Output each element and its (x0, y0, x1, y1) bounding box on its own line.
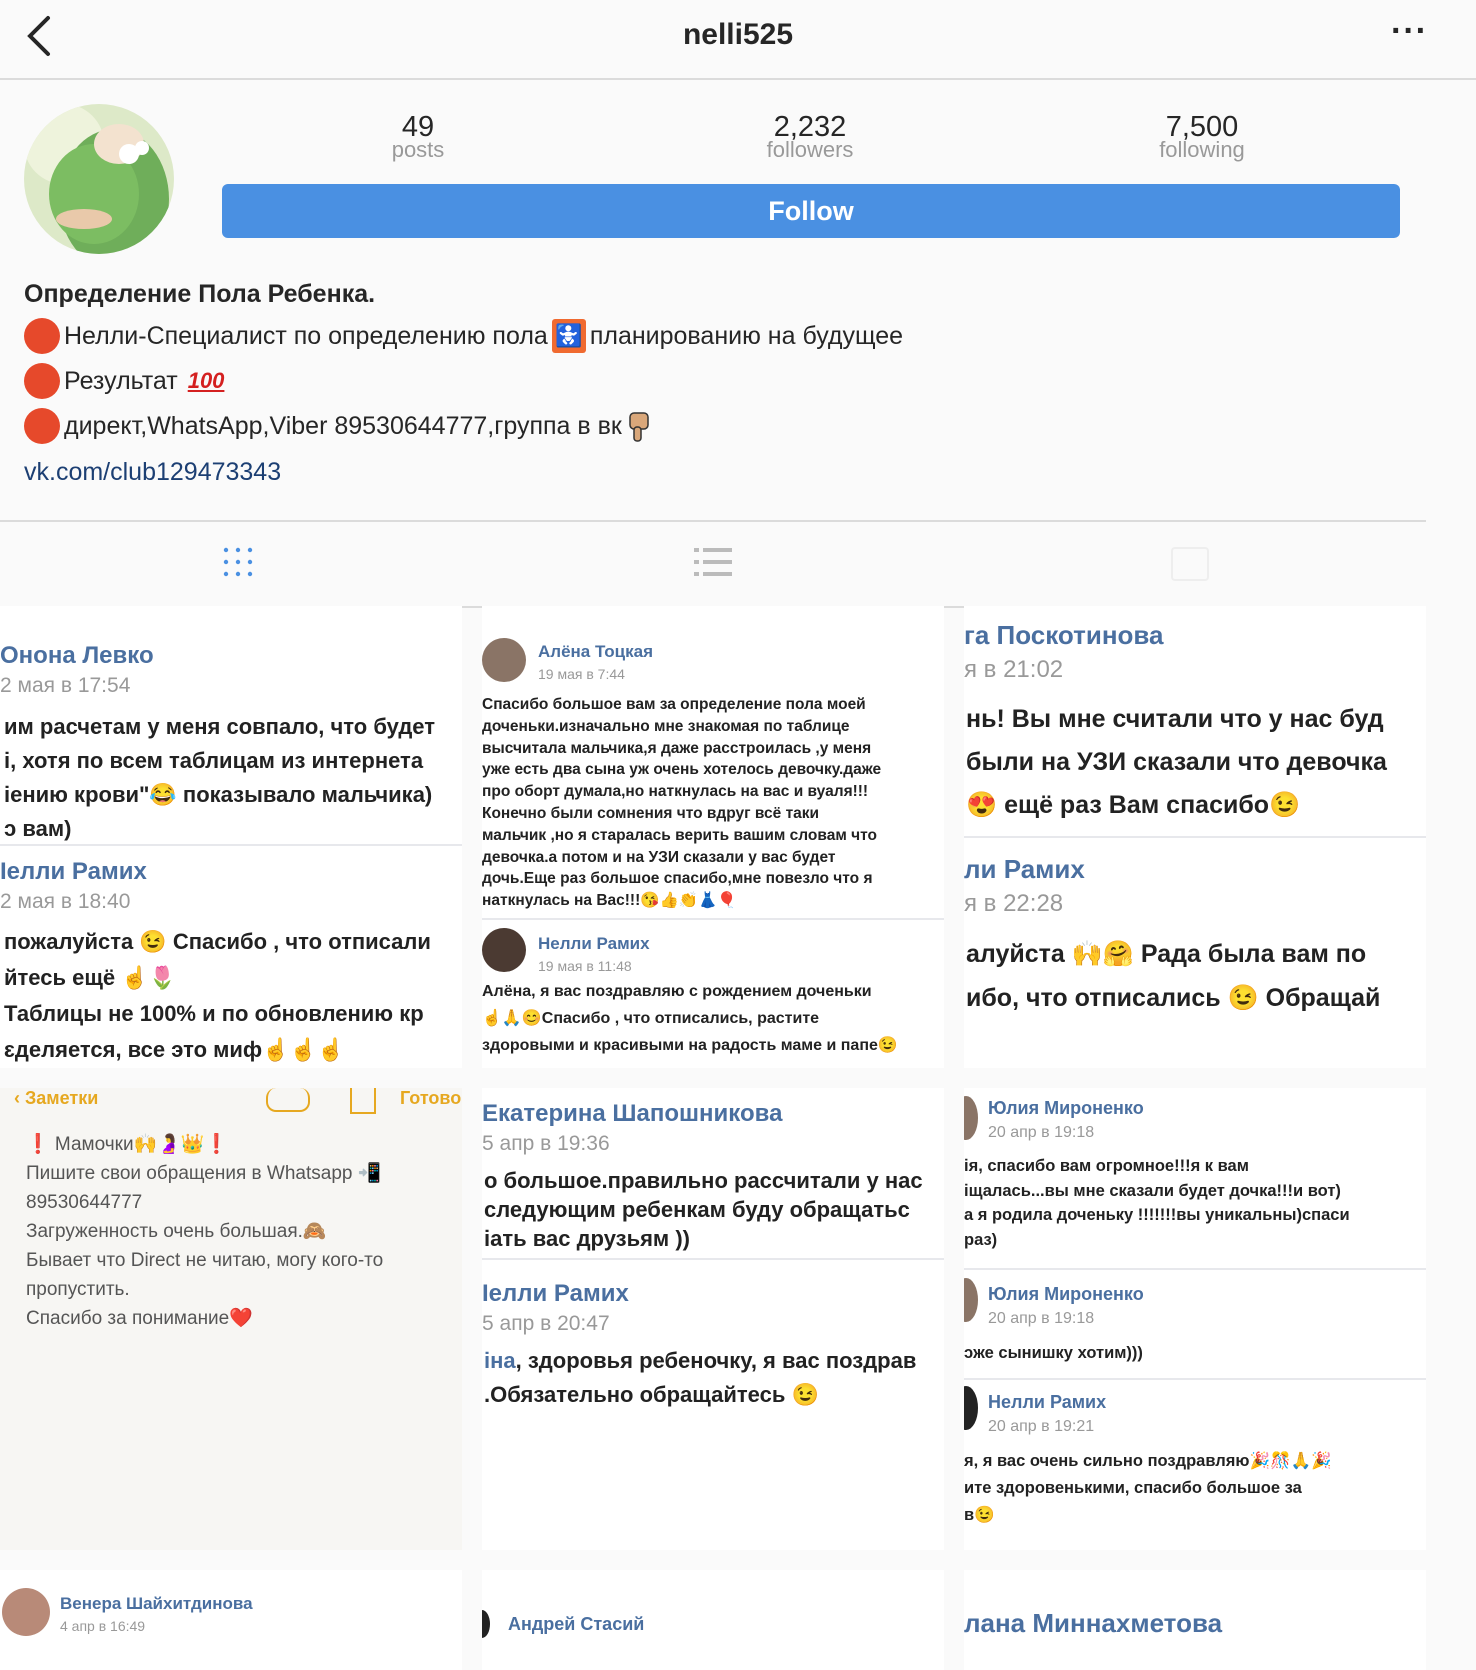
note-line: Бывает что Direct не читаю, могу кого-то (26, 1250, 384, 1271)
comment-line: ɛделяется, все это миф☝☝☝ (4, 1037, 345, 1062)
comment-author: Іелли Рамих (482, 1280, 629, 1307)
comment-line: девочка.а потом и на УЗИ сказали у вас будет (482, 848, 836, 866)
comment-line: Таблицы не 100% и по обновлению кр (4, 1001, 424, 1026)
comment-text (484, 1166, 923, 1253)
comment-line-text: , здоровья ребеночку, я вас поздрав (515, 1348, 917, 1373)
share-icon (266, 1088, 310, 1112)
comment-text (964, 1448, 1332, 1529)
following-count: 7,500 (1165, 111, 1239, 143)
comment-line: следующим ребенкам буду обращатьс (484, 1197, 910, 1222)
comment-line: Спасибо большое вам за определение пола моей (482, 696, 866, 713)
top-bar (0, 0, 1476, 80)
commenter-avatar (482, 638, 526, 682)
comment-line: я, я вас очень сильно поздравляю🎉🎊🙏🎉 (964, 1452, 1332, 1470)
comment-line: уже есть два сына уж очень хотелось девочку.даже (482, 761, 882, 779)
bio-line-2 (24, 363, 224, 399)
comment-time: 20 апр в 19:18 (988, 1310, 1095, 1327)
notes-done-label: Готово (400, 1088, 462, 1108)
post-thumbnail-3[interactable] (964, 606, 1426, 1068)
notes-back-label: Заметки (25, 1088, 99, 1108)
comment-time: 4 апр в 16:49 (60, 1618, 146, 1634)
commenter-avatar (964, 1278, 978, 1322)
note-line: Пишите свои обращения в Whatsapp 📲 (26, 1163, 382, 1184)
note-line: ❗ Мамочки🙌🤰👑❗ (26, 1134, 229, 1155)
comment-text (482, 694, 881, 912)
divider (964, 1378, 1426, 1380)
following-label: following (1159, 137, 1245, 162)
post-thumbnail-9[interactable] (964, 1570, 1426, 1670)
comment-line: йтесь ещё ☝🌷 (4, 965, 177, 990)
note-line: пропустить. (26, 1279, 130, 1300)
comment-line: .Обязательно обращайтесь 😉 (484, 1382, 819, 1407)
comment-line: раз) (964, 1230, 998, 1249)
posts-grid (0, 606, 1476, 1644)
comment-time: 2 мая в 18:40 (0, 890, 131, 913)
post-thumbnail-5[interactable] (482, 1088, 944, 1550)
red-circle-icon (24, 408, 60, 444)
comment-text (966, 932, 1380, 1020)
comment-line: здоровыми и красивыми на радость маме и папе😉 (482, 1037, 898, 1054)
comment-line: пожалуйста 😉 Спасибо , что отписали (4, 929, 431, 954)
divider (0, 844, 462, 846)
stat-followers[interactable] (710, 112, 910, 161)
bio-name: Определение Пола Ребенка. (24, 280, 376, 308)
comment-text (484, 1344, 916, 1412)
post-thumbnail-2[interactable] (482, 606, 944, 1068)
divider (964, 1268, 1426, 1270)
bio-link[interactable]: vk.com/club129473343 (24, 458, 282, 486)
commenter-avatar (482, 928, 526, 972)
divider (482, 918, 944, 920)
comment-author: га Поскотинова (964, 620, 1164, 650)
comment-text (4, 710, 435, 846)
comment-author: Онона Левко (0, 642, 154, 669)
comment-text (482, 978, 898, 1059)
comment-line: іению крови"😂 показывало мальчика) (4, 782, 433, 807)
comment-time: 20 апр в 19:21 (988, 1418, 1095, 1435)
commenter-avatar (482, 1610, 490, 1638)
comment-line: ɔ вам) (4, 816, 72, 841)
comment-time: 5 апр в 19:36 (482, 1132, 610, 1155)
comment-author: Екатерина Шапошникова (482, 1100, 783, 1127)
post-thumbnail-4[interactable] (0, 1088, 462, 1550)
comment-author: Юлия Мироненко (988, 1098, 1144, 1118)
notes-icon (350, 1088, 376, 1114)
post-thumbnail-1[interactable] (0, 606, 462, 1068)
stat-posts[interactable] (318, 112, 518, 161)
comment-author: Юлия Мироненко (988, 1284, 1144, 1304)
follow-button[interactable]: Follow (222, 184, 1400, 238)
divider (482, 1258, 944, 1260)
comment-text: ɔже сынишку хотим))) (964, 1344, 1143, 1362)
comment-line: наткнулась на Вас!!!😘👍👏👗🎈 (482, 892, 737, 910)
comment-text (966, 698, 1387, 827)
comment-line: нь! Вы мне считали что у нас буд (966, 705, 1384, 733)
post-thumbnail-7[interactable] (0, 1570, 462, 1670)
bio-line-1-text-b: планированию на будущее (589, 321, 904, 350)
comment-author: лана Миннахметова (964, 1608, 1223, 1638)
comment-line: им расчетам у меня совпало, что будет (4, 714, 436, 739)
commenter-avatar (2, 1588, 50, 1636)
comment-line: алуйста 🙌🤗 Рада была вам по (966, 940, 1367, 968)
note-line: Загруженность очень большая.🙈 (26, 1221, 327, 1242)
comment-time: 19 мая в 11:48 (538, 958, 632, 974)
followers-count: 2,232 (773, 111, 847, 143)
comment-line: іщалась...вы мне сказали будет дочка!!!и вот) (964, 1181, 1341, 1200)
comment-author: Андрей Стасий (508, 1614, 645, 1634)
comment-author: Алёна Тоцкая (538, 642, 654, 661)
comment-line: ☝🙏😊Спасибо , что отписались, растите (482, 1010, 820, 1027)
comment-time: 20 апр в 19:18 (988, 1124, 1095, 1141)
comment-line: іать вас друзьям )) (484, 1226, 690, 1251)
comment-author: Венера Шайхитдинова (60, 1594, 253, 1613)
bio-line-1 (24, 318, 903, 354)
comment-time: 2 мая в 17:54 (0, 674, 131, 697)
commenter-avatar (964, 1386, 978, 1430)
bio-line-2-text: Результат (64, 366, 178, 395)
list-view-icon[interactable] (694, 546, 732, 578)
comment-line: высчитала мальчика,я даже расстроилась ,у меня (482, 739, 872, 757)
comment-line: доченьки.изначально мне знакомая по таблице (482, 717, 850, 735)
view-tabs (0, 520, 1426, 608)
hundred-points-icon: 100 (187, 368, 225, 393)
profile-header (0, 80, 1476, 520)
comment-text (4, 924, 431, 1068)
post-thumbnail-8[interactable] (482, 1570, 944, 1670)
red-circle-icon (24, 318, 60, 354)
note-content (26, 1130, 383, 1333)
comment-author: Нелли Рамих (538, 934, 650, 953)
comment-line: про оборт думала,но наткнулась на вас и вуаля!!! (482, 783, 869, 801)
avatar[interactable] (24, 104, 174, 254)
comment-line: ибо, что отписались 😉 Обращай (966, 984, 1381, 1012)
comment-time: 19 мая в 7:44 (538, 666, 625, 682)
comment-line: ія, спасибо вам огромное!!!я к вам (964, 1157, 1249, 1175)
comment-line: о большое.правильно рассчитали у нас (484, 1168, 923, 1193)
comment-text (964, 1154, 1350, 1252)
comment-line: Алёна, я вас поздравляю с рождением доченьки (482, 983, 872, 1000)
baby-symbol-icon: 🚼 (552, 319, 586, 353)
posts-label: posts (391, 137, 445, 162)
comment-line: а я родила доченьку !!!!!!!вы уникальны)спаси (964, 1206, 1350, 1224)
comment-author: Нелли Рамих (988, 1392, 1107, 1412)
bio-line-1-text-a: Нелли-Специалист по определению пола (64, 321, 548, 350)
comment-line: дочь.Еще раз большое спасибо,мне повезло что я (482, 870, 873, 888)
bio-line-3 (24, 408, 652, 444)
red-circle-icon (24, 363, 60, 399)
more-options-icon[interactable]: ··· (1391, 12, 1428, 50)
bio-line-3-text: директ,WhatsApp,Viber 89530644777,группа в вк (64, 411, 622, 440)
posts-count: 49 (401, 111, 435, 143)
tagged-photos-icon[interactable] (1170, 546, 1210, 582)
note-line: Спасибо за понимание❤️ (26, 1308, 253, 1329)
pointing-down-hand-icon (626, 409, 652, 443)
comment-line (484, 1344, 916, 1378)
comment-line: ите здоровенькими, спасибо большое за (964, 1479, 1302, 1497)
notes-back-button: ‹ Заметки (14, 1088, 99, 1108)
comment-time: я в 22:28 (964, 890, 1064, 917)
comment-time: 5 апр в 20:47 (482, 1312, 610, 1335)
comment-line: Конечно были сомнения что вдруг всё таки (482, 804, 820, 822)
commenter-avatar (964, 1096, 978, 1140)
comment-line: і, хотя по всем таблицам из интернета (4, 748, 424, 773)
comment-line: 😍 ещё раз Вам спасибо😉 (966, 791, 1301, 819)
post-thumbnail-6[interactable] (964, 1088, 1426, 1550)
stat-following[interactable] (1102, 112, 1302, 161)
profile-username: nelli525 (682, 18, 794, 51)
comment-line: были на УЗИ сказали что девочка (966, 748, 1387, 776)
comment-author: Іелли Рамих (0, 858, 147, 885)
comment-time: я в 21:02 (964, 656, 1064, 683)
comment-line: в😉 (964, 1506, 995, 1524)
followers-label: followers (766, 137, 854, 162)
note-line: 89530644777 (26, 1192, 143, 1213)
divider (964, 836, 1426, 838)
mention-name: іна (484, 1348, 516, 1373)
grid-view-icon[interactable] (222, 546, 254, 578)
comment-author: ли Рамих (964, 854, 1085, 884)
comment-line: мальчик ,но я старалась верить вашим словам что (482, 826, 877, 844)
